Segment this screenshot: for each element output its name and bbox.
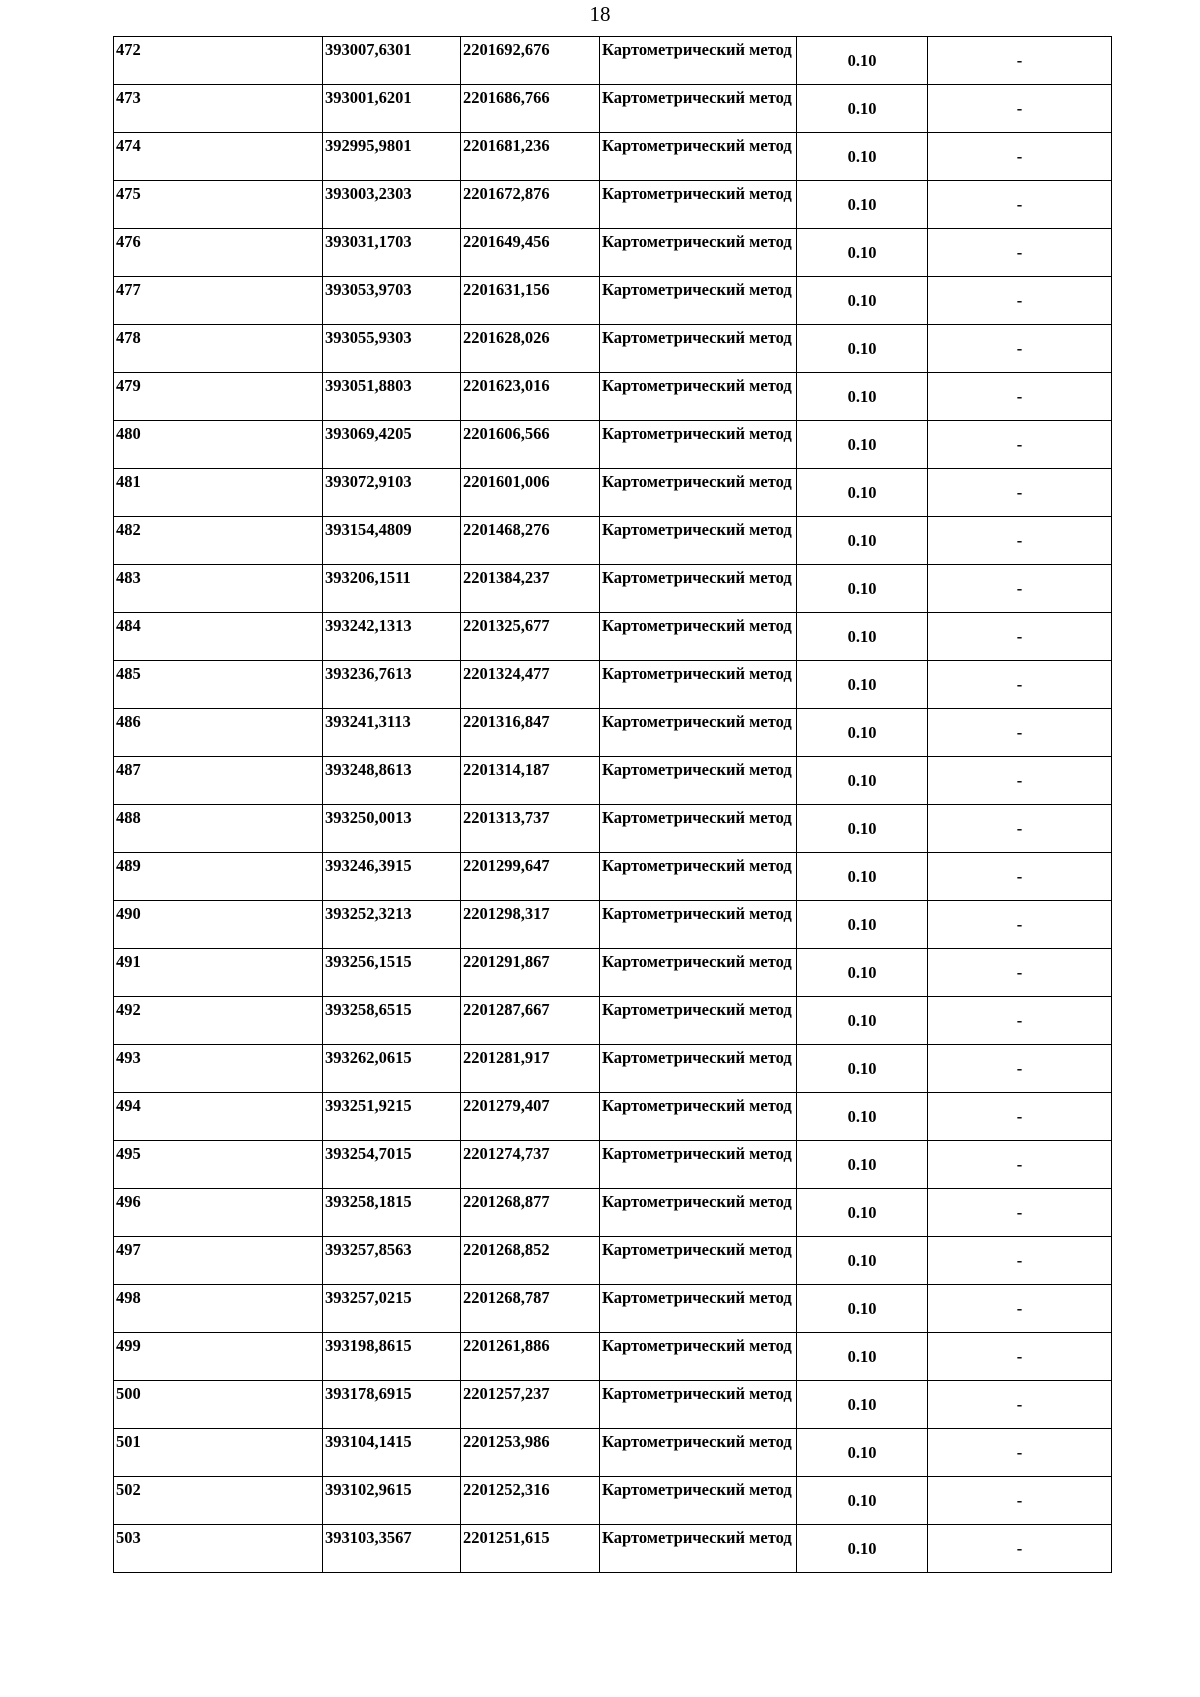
accuracy-cell: 0.10 [797, 1141, 928, 1189]
table-row [114, 757, 1112, 805]
description-cell: - [928, 469, 1112, 517]
y-coordinate-cell: 2201681,236 [461, 133, 600, 181]
point-number-cell: 477 [114, 277, 323, 325]
table-row [114, 1333, 1112, 1381]
x-coordinate-cell: 393248,8613 [323, 757, 461, 805]
table-row [114, 325, 1112, 373]
point-number-cell: 496 [114, 1189, 323, 1237]
y-coordinate-cell: 2201298,317 [461, 901, 600, 949]
accuracy-cell: 0.10 [797, 1525, 928, 1573]
method-cell: Картометрический метод [600, 1189, 797, 1237]
y-coordinate-cell: 2201628,026 [461, 325, 600, 373]
table-row [114, 1141, 1112, 1189]
accuracy-cell: 0.10 [797, 1285, 928, 1333]
method-cell: Картометрический метод [600, 1237, 797, 1285]
accuracy-cell: 0.10 [797, 133, 928, 181]
method-cell: Картометрический метод [600, 133, 797, 181]
y-coordinate-cell: 2201261,886 [461, 1333, 600, 1381]
point-number-cell: 489 [114, 853, 323, 901]
y-coordinate-cell: 2201601,006 [461, 469, 600, 517]
point-number-cell: 501 [114, 1429, 323, 1477]
description-cell: - [928, 853, 1112, 901]
point-number-cell: 474 [114, 133, 323, 181]
method-cell: Картометрический метод [600, 1429, 797, 1477]
point-number-cell: 481 [114, 469, 323, 517]
description-cell: - [928, 1381, 1112, 1429]
point-number-cell: 480 [114, 421, 323, 469]
method-cell: Картометрический метод [600, 661, 797, 709]
accuracy-cell: 0.10 [797, 661, 928, 709]
y-coordinate-cell: 2201299,647 [461, 853, 600, 901]
point-number-cell: 493 [114, 1045, 323, 1093]
table-row [114, 1237, 1112, 1285]
x-coordinate-cell: 393258,6515 [323, 997, 461, 1045]
accuracy-cell: 0.10 [797, 37, 928, 85]
point-number-cell: 502 [114, 1477, 323, 1525]
table-row [114, 661, 1112, 709]
method-cell: Картометрический метод [600, 469, 797, 517]
accuracy-cell: 0.10 [797, 1045, 928, 1093]
description-cell: - [928, 421, 1112, 469]
table-row [114, 1045, 1112, 1093]
method-cell: Картометрический метод [600, 421, 797, 469]
coordinates-table-body [114, 37, 1112, 1573]
accuracy-cell: 0.10 [797, 997, 928, 1045]
description-cell: - [928, 85, 1112, 133]
point-number-cell: 484 [114, 613, 323, 661]
coordinates-table [113, 36, 1112, 1573]
y-coordinate-cell: 2201253,986 [461, 1429, 600, 1477]
description-cell: - [928, 1525, 1112, 1573]
y-coordinate-cell: 2201324,477 [461, 661, 600, 709]
method-cell: Картометрический метод [600, 277, 797, 325]
description-cell: - [928, 757, 1112, 805]
x-coordinate-cell: 393236,7613 [323, 661, 461, 709]
description-cell: - [928, 1093, 1112, 1141]
x-coordinate-cell: 392995,9801 [323, 133, 461, 181]
x-coordinate-cell: 393256,1515 [323, 949, 461, 997]
table-row [114, 517, 1112, 565]
method-cell: Картометрический метод [600, 565, 797, 613]
description-cell: - [928, 1237, 1112, 1285]
x-coordinate-cell: 393178,6915 [323, 1381, 461, 1429]
description-cell: - [928, 229, 1112, 277]
x-coordinate-cell: 393055,9303 [323, 325, 461, 373]
method-cell: Картометрический метод [600, 757, 797, 805]
page-number: 18 [589, 2, 611, 26]
x-coordinate-cell: 393257,8563 [323, 1237, 461, 1285]
description-cell: - [928, 37, 1112, 85]
accuracy-cell: 0.10 [797, 949, 928, 997]
accuracy-cell: 0.10 [797, 1429, 928, 1477]
description-cell: - [928, 325, 1112, 373]
y-coordinate-cell: 2201257,237 [461, 1381, 600, 1429]
y-coordinate-cell: 2201623,016 [461, 373, 600, 421]
accuracy-cell: 0.10 [797, 565, 928, 613]
x-coordinate-cell: 393051,8803 [323, 373, 461, 421]
table-row [114, 1525, 1112, 1573]
table-row [114, 565, 1112, 613]
table-row [114, 469, 1112, 517]
method-cell: Картометрический метод [600, 613, 797, 661]
x-coordinate-cell: 393072,9103 [323, 469, 461, 517]
x-coordinate-cell: 393031,1703 [323, 229, 461, 277]
table-row [114, 997, 1112, 1045]
method-cell: Картометрический метод [600, 805, 797, 853]
y-coordinate-cell: 2201316,847 [461, 709, 600, 757]
description-cell: - [928, 997, 1112, 1045]
point-number-cell: 491 [114, 949, 323, 997]
table-row [114, 181, 1112, 229]
table-row [114, 949, 1112, 997]
method-cell: Картометрический метод [600, 325, 797, 373]
x-coordinate-cell: 393206,1511 [323, 565, 461, 613]
x-coordinate-cell: 393257,0215 [323, 1285, 461, 1333]
x-coordinate-cell: 393252,3213 [323, 901, 461, 949]
x-coordinate-cell: 393251,9215 [323, 1093, 461, 1141]
y-coordinate-cell: 2201287,667 [461, 997, 600, 1045]
description-cell: - [928, 1045, 1112, 1093]
point-number-cell: 487 [114, 757, 323, 805]
table-row [114, 901, 1112, 949]
table-row [114, 133, 1112, 181]
method-cell: Картометрический метод [600, 1525, 797, 1573]
point-number-cell: 483 [114, 565, 323, 613]
point-number-cell: 495 [114, 1141, 323, 1189]
table-row [114, 709, 1112, 757]
table-row [114, 1189, 1112, 1237]
method-cell: Картометрический метод [600, 37, 797, 85]
x-coordinate-cell: 393242,1313 [323, 613, 461, 661]
description-cell: - [928, 1429, 1112, 1477]
accuracy-cell: 0.10 [797, 1189, 928, 1237]
table-row [114, 805, 1112, 853]
method-cell: Картометрический метод [600, 85, 797, 133]
point-number-cell: 486 [114, 709, 323, 757]
point-number-cell: 488 [114, 805, 323, 853]
x-coordinate-cell: 393198,8615 [323, 1333, 461, 1381]
y-coordinate-cell: 2201281,917 [461, 1045, 600, 1093]
x-coordinate-cell: 393104,1415 [323, 1429, 461, 1477]
y-coordinate-cell: 2201268,877 [461, 1189, 600, 1237]
point-number-cell: 472 [114, 37, 323, 85]
y-coordinate-cell: 2201268,852 [461, 1237, 600, 1285]
method-cell: Картометрический метод [600, 1333, 797, 1381]
accuracy-cell: 0.10 [797, 181, 928, 229]
method-cell: Картометрический метод [600, 229, 797, 277]
point-number-cell: 482 [114, 517, 323, 565]
method-cell: Картометрический метод [600, 181, 797, 229]
x-coordinate-cell: 393262,0615 [323, 1045, 461, 1093]
x-coordinate-cell: 393246,3915 [323, 853, 461, 901]
description-cell: - [928, 661, 1112, 709]
description-cell: - [928, 1285, 1112, 1333]
accuracy-cell: 0.10 [797, 901, 928, 949]
point-number-cell: 492 [114, 997, 323, 1045]
point-number-cell: 478 [114, 325, 323, 373]
table-row [114, 373, 1112, 421]
point-number-cell: 490 [114, 901, 323, 949]
y-coordinate-cell: 2201692,676 [461, 37, 600, 85]
accuracy-cell: 0.10 [797, 373, 928, 421]
accuracy-cell: 0.10 [797, 1237, 928, 1285]
description-cell: - [928, 709, 1112, 757]
method-cell: Картометрический метод [600, 373, 797, 421]
y-coordinate-cell: 2201606,566 [461, 421, 600, 469]
y-coordinate-cell: 2201274,737 [461, 1141, 600, 1189]
accuracy-cell: 0.10 [797, 1093, 928, 1141]
description-cell: - [928, 901, 1112, 949]
table-row [114, 1429, 1112, 1477]
point-number-cell: 473 [114, 85, 323, 133]
method-cell: Картометрический метод [600, 901, 797, 949]
description-cell: - [928, 613, 1112, 661]
accuracy-cell: 0.10 [797, 709, 928, 757]
table-row [114, 85, 1112, 133]
accuracy-cell: 0.10 [797, 1381, 928, 1429]
x-coordinate-cell: 393154,4809 [323, 517, 461, 565]
point-number-cell: 479 [114, 373, 323, 421]
accuracy-cell: 0.10 [797, 229, 928, 277]
method-cell: Картометрический метод [600, 1141, 797, 1189]
point-number-cell: 476 [114, 229, 323, 277]
description-cell: - [928, 805, 1112, 853]
table-row [114, 37, 1112, 85]
accuracy-cell: 0.10 [797, 613, 928, 661]
method-cell: Картометрический метод [600, 1045, 797, 1093]
accuracy-cell: 0.10 [797, 1477, 928, 1525]
method-cell: Картометрический метод [600, 1381, 797, 1429]
method-cell: Картометрический метод [600, 1477, 797, 1525]
point-number-cell: 497 [114, 1237, 323, 1285]
y-coordinate-cell: 2201631,156 [461, 277, 600, 325]
y-coordinate-cell: 2201649,456 [461, 229, 600, 277]
table-row [114, 421, 1112, 469]
point-number-cell: 499 [114, 1333, 323, 1381]
table-row [114, 1093, 1112, 1141]
point-number-cell: 498 [114, 1285, 323, 1333]
y-coordinate-cell: 2201468,276 [461, 517, 600, 565]
y-coordinate-cell: 2201313,737 [461, 805, 600, 853]
point-number-cell: 475 [114, 181, 323, 229]
accuracy-cell: 0.10 [797, 277, 928, 325]
accuracy-cell: 0.10 [797, 325, 928, 373]
x-coordinate-cell: 393069,4205 [323, 421, 461, 469]
table-row [114, 277, 1112, 325]
x-coordinate-cell: 393241,3113 [323, 709, 461, 757]
description-cell: - [928, 277, 1112, 325]
accuracy-cell: 0.10 [797, 853, 928, 901]
table-row [114, 1285, 1112, 1333]
x-coordinate-cell: 393003,2303 [323, 181, 461, 229]
y-coordinate-cell: 2201291,867 [461, 949, 600, 997]
x-coordinate-cell: 393103,3567 [323, 1525, 461, 1573]
method-cell: Картометрический метод [600, 1285, 797, 1333]
y-coordinate-cell: 2201251,615 [461, 1525, 600, 1573]
y-coordinate-cell: 2201384,237 [461, 565, 600, 613]
x-coordinate-cell: 393258,1815 [323, 1189, 461, 1237]
table-row [114, 613, 1112, 661]
description-cell: - [928, 1189, 1112, 1237]
x-coordinate-cell: 393254,7015 [323, 1141, 461, 1189]
y-coordinate-cell: 2201268,787 [461, 1285, 600, 1333]
y-coordinate-cell: 2201279,407 [461, 1093, 600, 1141]
method-cell: Картометрический метод [600, 949, 797, 997]
table-row [114, 1381, 1112, 1429]
description-cell: - [928, 133, 1112, 181]
method-cell: Картометрический метод [600, 1093, 797, 1141]
table-row [114, 853, 1112, 901]
table-row [114, 229, 1112, 277]
description-cell: - [928, 373, 1112, 421]
point-number-cell: 503 [114, 1525, 323, 1573]
y-coordinate-cell: 2201672,876 [461, 181, 600, 229]
point-number-cell: 494 [114, 1093, 323, 1141]
x-coordinate-cell: 393102,9615 [323, 1477, 461, 1525]
method-cell: Картометрический метод [600, 997, 797, 1045]
description-cell: - [928, 1477, 1112, 1525]
description-cell: - [928, 1141, 1112, 1189]
accuracy-cell: 0.10 [797, 517, 928, 565]
accuracy-cell: 0.10 [797, 805, 928, 853]
y-coordinate-cell: 2201325,677 [461, 613, 600, 661]
y-coordinate-cell: 2201314,187 [461, 757, 600, 805]
method-cell: Картометрический метод [600, 853, 797, 901]
description-cell: - [928, 565, 1112, 613]
accuracy-cell: 0.10 [797, 85, 928, 133]
point-number-cell: 485 [114, 661, 323, 709]
method-cell: Картометрический метод [600, 517, 797, 565]
x-coordinate-cell: 393053,9703 [323, 277, 461, 325]
point-number-cell: 500 [114, 1381, 323, 1429]
y-coordinate-cell: 2201686,766 [461, 85, 600, 133]
method-cell: Картометрический метод [600, 709, 797, 757]
accuracy-cell: 0.10 [797, 469, 928, 517]
description-cell: - [928, 517, 1112, 565]
accuracy-cell: 0.10 [797, 757, 928, 805]
y-coordinate-cell: 2201252,316 [461, 1477, 600, 1525]
x-coordinate-cell: 393250,0013 [323, 805, 461, 853]
description-cell: - [928, 1333, 1112, 1381]
accuracy-cell: 0.10 [797, 1333, 928, 1381]
x-coordinate-cell: 393007,6301 [323, 37, 461, 85]
accuracy-cell: 0.10 [797, 421, 928, 469]
description-cell: - [928, 181, 1112, 229]
table-row [114, 1477, 1112, 1525]
x-coordinate-cell: 393001,6201 [323, 85, 461, 133]
description-cell: - [928, 949, 1112, 997]
